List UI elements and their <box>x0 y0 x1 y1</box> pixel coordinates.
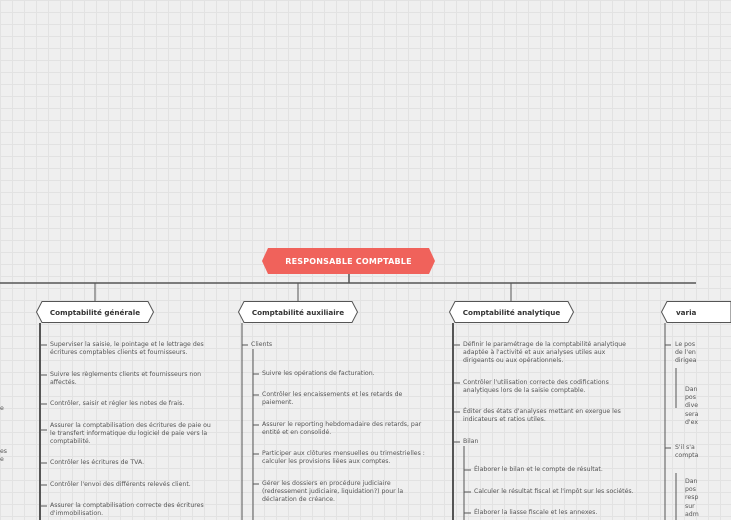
topic-item[interactable]: Définir le paramétrage de la comptabilité analytique adaptée à l'activité et aux analyses utiles aux dirigeants ou aux opérationnels. <box>463 341 626 365</box>
root-node[interactable] <box>262 248 435 274</box>
branch-label: Comptabilité auxiliaire <box>251 307 345 317</box>
branch-comptabilite-auxiliaire[interactable] <box>238 301 358 323</box>
offscreen-fragment: e <box>0 405 4 412</box>
branch-label: Comptabilité générale <box>49 307 141 317</box>
topic-item[interactable]: Contrôler, saisir et régler les notes de frais. <box>50 400 185 407</box>
branch-label: varia <box>676 307 697 317</box>
branch-label: Comptabilité analytique <box>462 307 561 317</box>
offscreen-fragment: es <box>0 448 8 455</box>
topic-item[interactable]: Contrôler l'envoi des différents relevés client. <box>50 481 191 488</box>
root-node-label: RESPONSABLE COMPTABLE <box>285 256 412 266</box>
offscreen-fragment: e <box>0 456 4 463</box>
topic-item[interactable]: Assurer la comptabilisation des écritures de paie ou le transfert informatique du logiciel de paie vers la comptabilité. <box>50 422 211 446</box>
topic-item[interactable]: S'il s'a compta <box>675 444 699 460</box>
topic-item[interactable]: Participer aux clôtures mensuelles ou trimestrielles : calculer les provisions liées aux comptes. <box>262 450 425 466</box>
topic-item[interactable]: Dan pos dive sera d'ex <box>685 386 699 426</box>
topic-group-clients[interactable]: Clients <box>251 341 273 348</box>
topic-item[interactable]: Gérer les dossiers en procédure judiciaire (redressement judiciaire, liquidation?) pour la déclaration de créance. <box>262 480 404 504</box>
topic-item[interactable]: Le pos de l'en dirigea <box>675 341 697 365</box>
topic-item[interactable]: Calculer le résultat fiscal et l'impôt sur les sociétés. <box>474 488 634 495</box>
topic-item[interactable]: Superviser la saisie, le pointage et le lettrage des écritures comptables clients et fournisseurs. <box>50 341 204 357</box>
topic-item[interactable]: Élaborer le bilan et le compte de résultat. <box>474 466 603 473</box>
topic-item[interactable]: Assurer le reporting hebdomadaire des retards, par entité et en consolidé. <box>262 421 422 437</box>
topic-item[interactable]: Suivre les règlements clients et fournisseurs non affectés. <box>50 371 202 387</box>
topic-item[interactable]: Dan pos resp sur adm <box>685 478 699 518</box>
topic-item[interactable]: Élaborer la liasse fiscale et les annexes. <box>474 509 598 516</box>
branch-variations[interactable] <box>661 301 731 323</box>
branch-comptabilite-generale[interactable] <box>36 301 154 323</box>
branch-comptabilite-analytique[interactable] <box>449 301 574 323</box>
topic-item[interactable]: Contrôler les écritures de TVA. <box>50 459 145 466</box>
topic-item[interactable]: Suivre les opérations de facturation. <box>262 370 375 377</box>
topic-item[interactable]: Éditer des états d'analyses mettant en exergue les indicateurs et ratios utiles. <box>463 408 621 424</box>
topic-item[interactable]: Contrôler l'utilisation correcte des codifications analytiques lors de la saisie comptable. <box>463 379 609 395</box>
topic-item[interactable]: Assurer la comptabilisation correcte des écritures d'immobilisation. <box>50 502 204 518</box>
topic-group-bilan[interactable]: Bilan <box>463 438 479 445</box>
topic-item[interactable]: Contrôler les encaissements et les retards de paiement. <box>262 391 403 407</box>
